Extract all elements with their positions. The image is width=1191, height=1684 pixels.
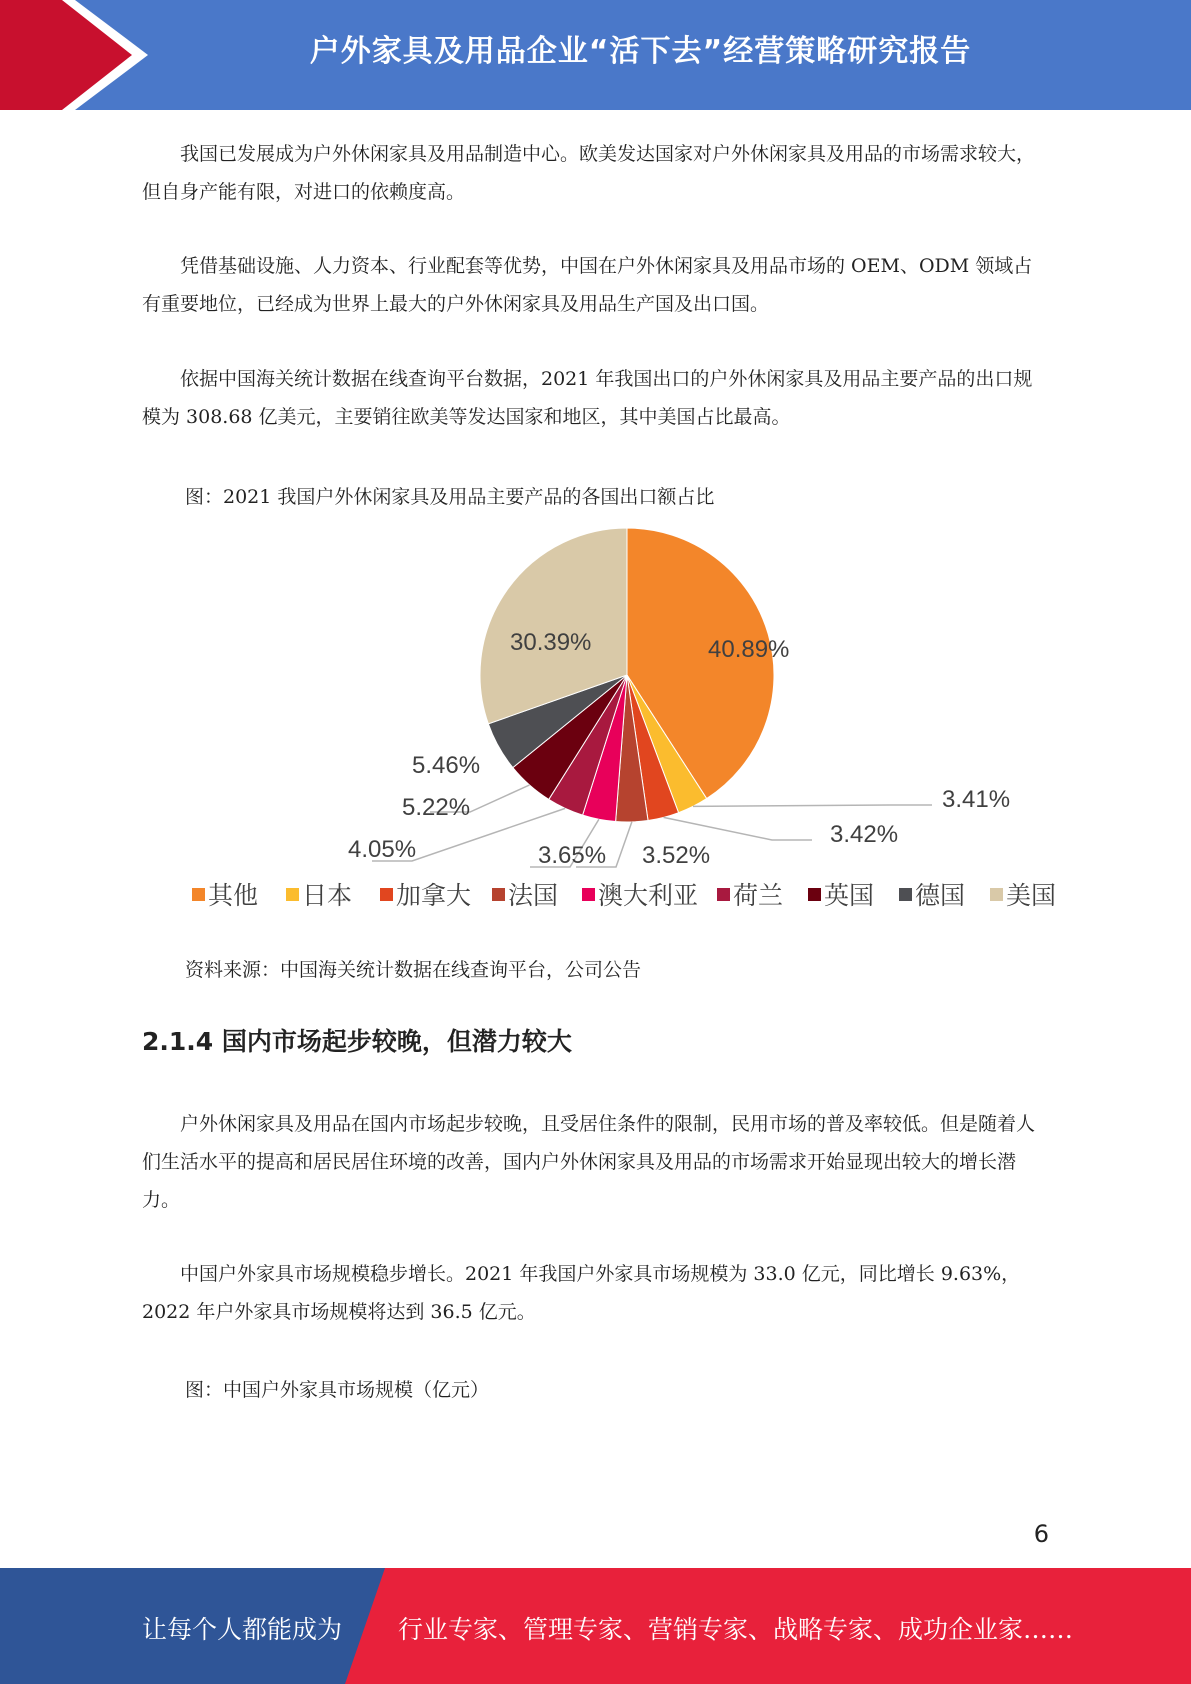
pie-data-label: 5.46% (412, 752, 481, 779)
legend-swatch (582, 888, 595, 901)
section-figure-caption: 图：中国户外家具市场规模（亿元） (185, 1379, 490, 1401)
pie-slices (480, 528, 774, 822)
pie-chart (150, 505, 1090, 925)
paragraph-1: 我国已发展成为户外休闲家具及用品制造中心。欧美发达国家对户外休闲家具及用品的市场需求较大，但自身产能有限，对进口的依赖度高。 (142, 143, 1036, 203)
pie-data-label: 3.41% (942, 786, 1011, 813)
pie-data-label: 5.22% (402, 794, 471, 821)
legend-swatch (899, 888, 912, 901)
section-paragraph-1: 户外休闲家具及用品在国内市场起步较晚，且受居住条件的限制，民用市场的普及率较低。但是随着人们生活水平的提高和居民居住环境的改善，国内户外休闲家具及用品的市场需求开始显现出较大的增长潜力。 (142, 1113, 1036, 1211)
header-arrow-icon (0, 0, 160, 110)
legend-label: 美国 (1006, 881, 1057, 910)
footer-slogan-left: 让每个人都能成为 (142, 1615, 343, 1644)
legend-swatch (192, 888, 205, 901)
legend-label: 澳大利亚 (598, 881, 699, 910)
pie-data-label: 30.39% (510, 629, 592, 656)
footer-slogan-right: 行业专家、管理专家、营销专家、战略专家、成功企业家…… (398, 1615, 1074, 1644)
legend-label: 英国 (824, 881, 875, 910)
pie-data-label: 4.05% (348, 836, 417, 863)
legend-label: 加拿大 (396, 881, 472, 910)
legend-label: 其他 (208, 881, 259, 910)
page-number: 6 (1033, 1520, 1049, 1548)
legend-swatch (808, 888, 821, 901)
legend-swatch (717, 888, 730, 901)
pie-leader-line (664, 817, 812, 840)
report-title: 户外家具及用品企业“活下去”经营策略研究报告 (309, 34, 972, 69)
paragraph-3: 依据中国海关统计数据在线查询平台数据，2021 年我国出口的户外休闲家具及用品主要产品的出口规模为 308.68 亿美元，主要销往欧美等发达国家和地区，其中美国占比最高。 (142, 368, 1033, 428)
legend-swatch (990, 888, 1003, 901)
legend-label: 法国 (508, 881, 559, 910)
pie-data-label: 3.42% (830, 821, 899, 848)
legend-label: 荷兰 (733, 881, 784, 910)
paragraph-2: 凭借基础设施、人力资本、行业配套等优势，中国在户外休闲家具及用品市场的 OEM、ODM 领域占有重要地位，已经成为世界上最大的户外休闲家具及用品生产国及出口国。 (142, 255, 1033, 315)
legend-swatch (286, 888, 299, 901)
pie-data-label: 40.89% (708, 636, 790, 663)
figure-source: 资料来源：中国海关统计数据在线查询平台，公司公告 (185, 959, 642, 981)
page-footer (0, 1568, 1191, 1684)
legend-label: 日本 (302, 881, 353, 910)
legend-swatch (492, 888, 505, 901)
section-paragraph-2: 中国户外家具市场规模稳步增长。2021 年我国户外家具市场规模为 33.0 亿元，同比增长 9.63%， 2022 年户外家具市场规模将达到 36.5 亿元。 (142, 1263, 1021, 1323)
page-header (0, 0, 1191, 110)
pie-legend (192, 881, 1056, 910)
figure-caption: 图：2021 我国户外休闲家具及用品主要产品的各国出口额占比 (185, 486, 715, 508)
pie-data-label: 3.52% (642, 842, 711, 869)
pie-leader-line (693, 805, 932, 806)
legend-swatch (380, 888, 393, 901)
legend-label: 德国 (915, 881, 966, 910)
section-heading: 2.1.4 国内市场起步较晚，但潜力较大 (142, 1027, 572, 1056)
pie-data-label: 3.65% (538, 842, 607, 869)
